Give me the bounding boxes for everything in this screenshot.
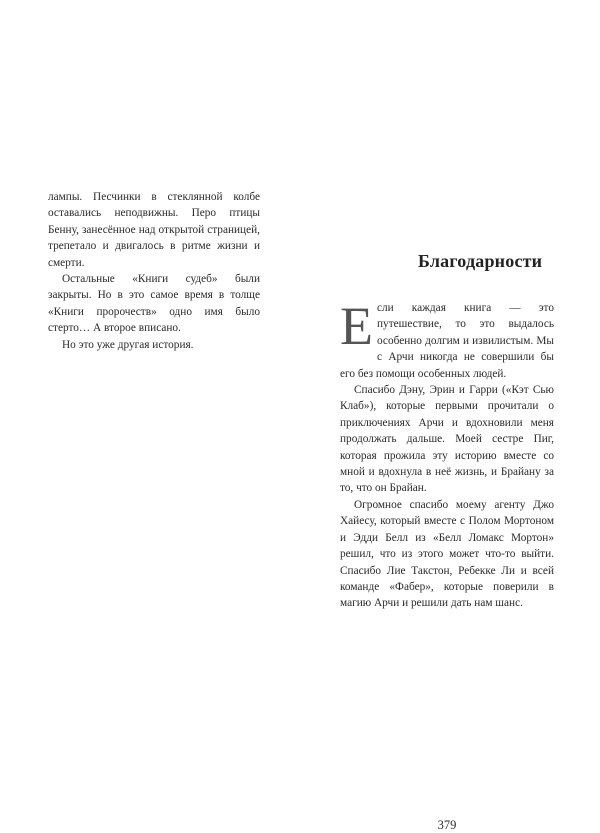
left-paragraph-3: Но это уже другая история. bbox=[62, 338, 194, 351]
first-paragraph bbox=[340, 296, 554, 382]
paragraph-2: Спасибо Дэну, Эрин и Гарри («Кэт Сью Клаб»), которые первыми прочитали о приключениях Арчи и вдохновили меня продолжать дальше. Моей сестре Пиг, которая прожила эту историю вместе со мной и вдохнула в неё жизнь, и Брайану за то, что он Брайан. bbox=[340, 384, 554, 495]
paragraph-3: Огромное спасибо моему агенту Джо Хайесу, который вместе с Полом Мортоном и Эдди Белл из «Белл Ломакс Мортон» решил, что из этого может что-то выйти. Спасибо Лие Такстон, Ребекке Ли и всей команде «Фабер», которые поверили в магию Арчи и решили дать нам шанс. bbox=[340, 498, 554, 610]
page-number: 379 bbox=[437, 818, 457, 832]
chapter-heading: Благодарности bbox=[418, 251, 543, 271]
drop-cap: Е bbox=[340, 296, 373, 356]
right-page bbox=[340, 250, 554, 832]
acknowledgements-body bbox=[340, 296, 554, 612]
left-page bbox=[48, 189, 260, 353]
left-paragraph-1: лампы. Песчинки в стеклянной колбе оставались неподвижны. Перо птицы Бенну, занесённое над открытой страницей, трепетало и двигалось в ритме жизни и смерти. bbox=[48, 191, 260, 269]
first-paragraph-text: сли каждая книга — это путешествие, то это выдалось особенно долгим и извилистым. Мы с Арчи никогда не совершили бы его без помощи особенных людей. bbox=[340, 302, 554, 380]
left-paragraph-2: Остальные «Книги судеб» были закрыты. Но в это самое время в толще «Книги пророчеств» одно имя было стерто… А второе вписано. bbox=[48, 273, 260, 335]
